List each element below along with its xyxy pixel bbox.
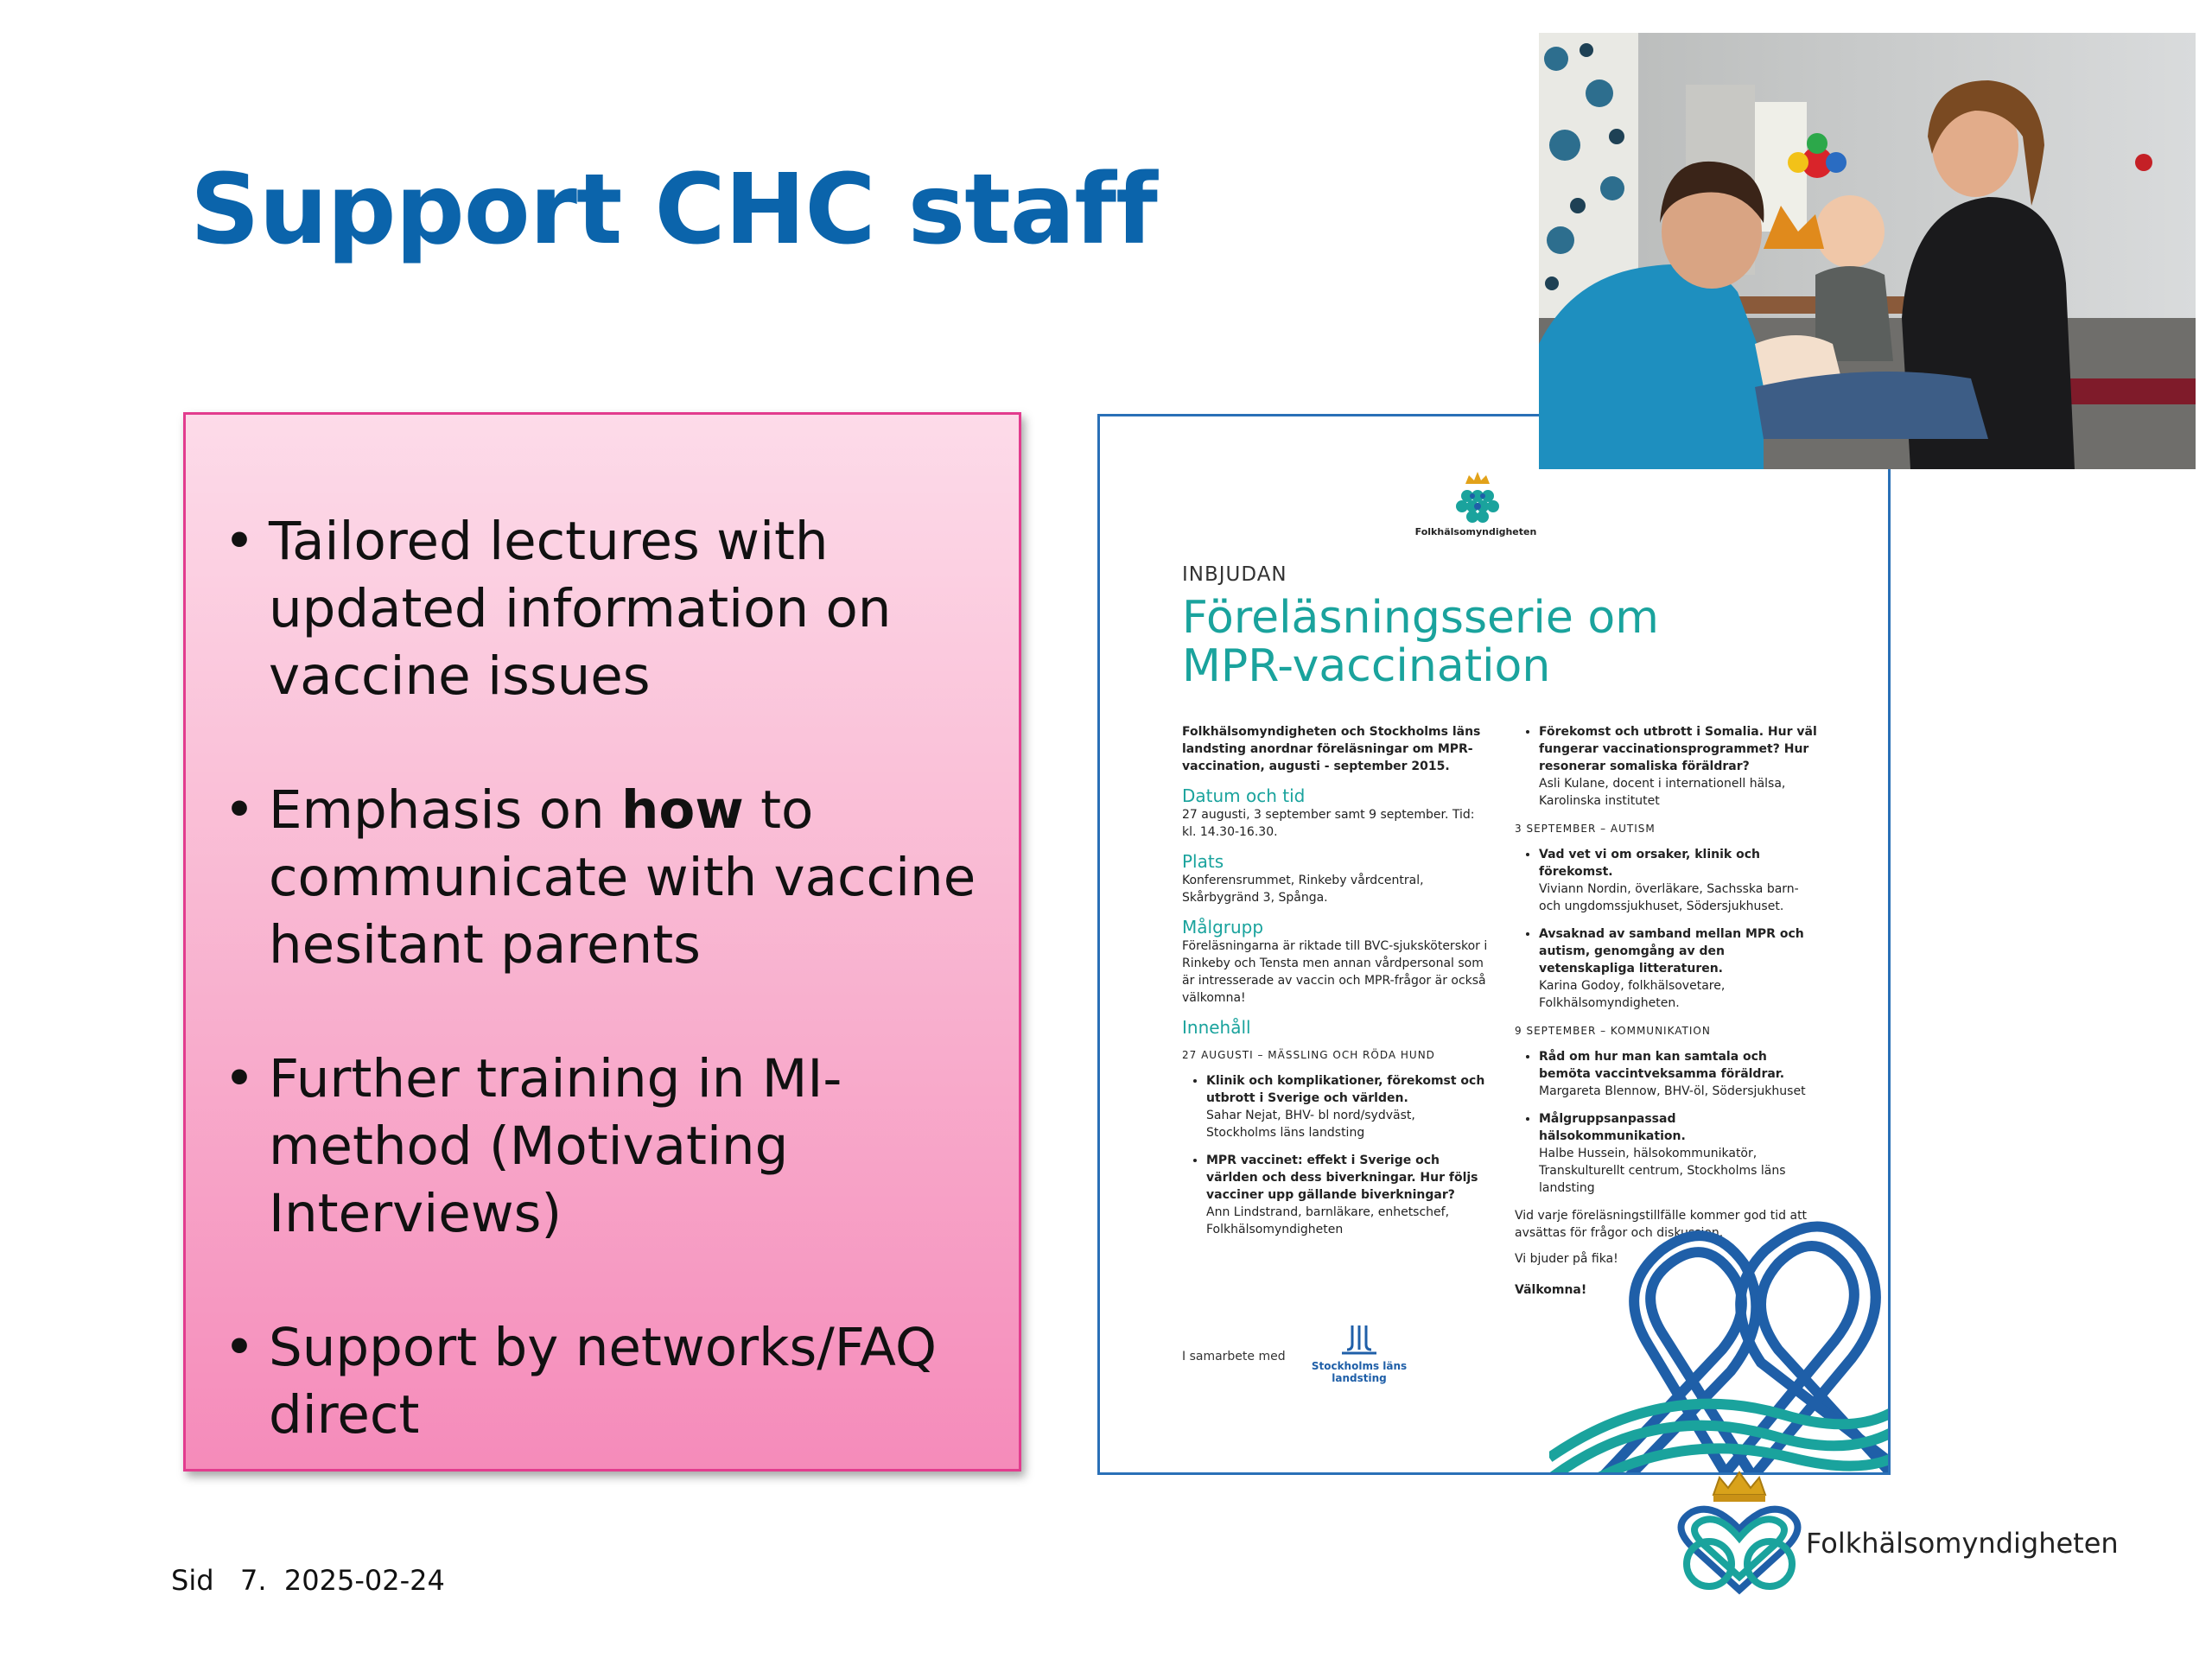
program-list — [1515, 1048, 1821, 1197]
footer-date: 2025-02-24 — [283, 1564, 445, 1597]
sll-logo: Stockholms läns landsting — [1307, 1324, 1411, 1384]
bullet-item: • Tailored lectures with updated information on vaccine issues — [208, 508, 1003, 710]
section-heading: Innehåll — [1182, 1017, 1251, 1038]
invitation-kicker: INBJUDAN — [1182, 563, 1287, 586]
slide-title: Support CHC staff — [190, 154, 1157, 266]
bullet-item: • Emphasis on how to communicate with vaccine hesitant parents — [208, 777, 1003, 979]
program-item: • Målgruppsanpassad hälsokommunikation. Halbe Hussein, hälsokommunikatör, Transkulturellt centrum, Stockholms läns landsting — [1539, 1110, 1821, 1197]
invitation-fika: Vi bjuder på fika! — [1515, 1252, 1618, 1266]
section-heading: Datum och tid — [1182, 785, 1306, 806]
brand-logo-icon — [1666, 1469, 1813, 1599]
invitation-left-column: Folkhälsomyndigheten och Stockholms läns landsting anordnar föreläsningar om MPR-vaccination, augusti - september 2015. Datum och tid 27 augusti, 3 september samt 9 september. Tid: kl. 14.30-16.30. Plats Konferensrummet, Rinkeby vårdcentral, Skårbygränd 3, Spånga. Målgrupp Föreläsningarna är riktade till BVC-sjuksköterskor i Rinkeby och Tensta men annan vårdpersonal som är intresserade av vaccin och MPR-frågor är också välkomna! Innehåll 27 AUGUSTI – MÄSSLING OCH RÖDA HUND • Klinik och komplikationer, förekomst och utbrott i Sverige och världen. Sahar Nejat, BHV- bl nord/sydväst, Stockholms läns landsting • MPR vaccinet: effekt i Sverige och världen och dess biverkningar. Hur följs vacciner upp gällande biverkningar? Ann Lindstrand, barnläkare, enhetschef, Folkhälsomyndigheten — [1182, 723, 1489, 1249]
invitation-welcome: Välkomna! — [1515, 1283, 1587, 1297]
collaboration-label: I samarbete med — [1182, 1350, 1286, 1363]
invitation-document — [1097, 414, 1891, 1475]
program-list — [1515, 846, 1821, 1012]
program-item: • Förekomst och utbrott i Somalia. Hur väl fungerar vaccinationsprogrammet? Hur resonerar somaliska föräldrar? Asli Kulane, docent i internationell hälsa, Karolinska institutet — [1539, 723, 1821, 810]
program-item: • Råd om hur man kan samtala och bemöta vaccintveksamma föräldrar. Margareta Blennow, BHV-öl, Södersjukhuset — [1539, 1048, 1821, 1100]
slide-footer — [171, 1564, 445, 1597]
bullet-list — [208, 508, 1003, 1516]
bullet-item: • Support by networks/FAQ direct — [208, 1314, 1003, 1449]
program-item: • Vad vet vi om orsaker, klinik och förekomst. Viviann Nordin, överläkare, Sachsska barn- och ungdomssjukhuset, Södersjukhuset. — [1539, 846, 1821, 915]
program-item: • Avsaknad av samband mellan MPR och autism, genomgång av den vetenskapliga litteraturen. Karina Godoy, folkhälsovetare, Folkhälsomyndigheten. — [1539, 925, 1821, 1012]
brand-name: Folkhälsomyndigheten — [1806, 1527, 2119, 1560]
footer-sid: Sid — [171, 1564, 214, 1597]
invitation-intro: Folkhälsomyndigheten och Stockholms läns landsting anordnar föreläsningar om MPR-vaccination, augusti - september 2015. — [1182, 725, 1481, 773]
heart-graphic-icon — [1549, 1220, 1891, 1475]
invitation-note: Vid varje föreläsningstillfälle kommer god tid att avsättas för frågor och diskussion. — [1515, 1209, 1808, 1240]
section-heading: Plats — [1182, 851, 1224, 872]
bullet-panel — [183, 412, 1021, 1471]
date-subheading: 3 SEPTEMBER – AUTISM — [1515, 823, 1656, 835]
nurse-vaccination-photo — [1539, 33, 2196, 469]
program-list — [1182, 1072, 1489, 1238]
program-item: • MPR vaccinet: effekt i Sverige och världen och dess biverkningar. Hur följs vacciner upp gällande biverkningar? Ann Lindstrand, barnläkare, enhetschef, Folkhälsomyndigheten — [1206, 1152, 1489, 1238]
date-subheading: 9 SEPTEMBER – KOMMUNIKATION — [1515, 1025, 1711, 1037]
agency-logo-text: Folkhälsomyndigheten — [1414, 526, 1537, 537]
emphasis-text: how — [621, 779, 744, 841]
program-item: • Klinik och komplikationer, förekomst och utbrott i Sverige och världen. Sahar Nejat, BHV- bl nord/sydväst, Stockholms läns landsting — [1206, 1072, 1489, 1141]
program-list — [1515, 723, 1821, 810]
bullet-item: • Further training in MI-method (Motivating Interviews) — [208, 1046, 1003, 1248]
page-number: 7. — [240, 1564, 267, 1597]
sll-emblem-icon — [1307, 1324, 1411, 1357]
invitation-title: Föreläsningsserie om MPR-vaccination — [1182, 592, 1659, 692]
section-heading: Målgrupp — [1182, 917, 1264, 938]
date-subheading: 27 AUGUSTI – MÄSSLING OCH RÖDA HUND — [1182, 1049, 1435, 1061]
